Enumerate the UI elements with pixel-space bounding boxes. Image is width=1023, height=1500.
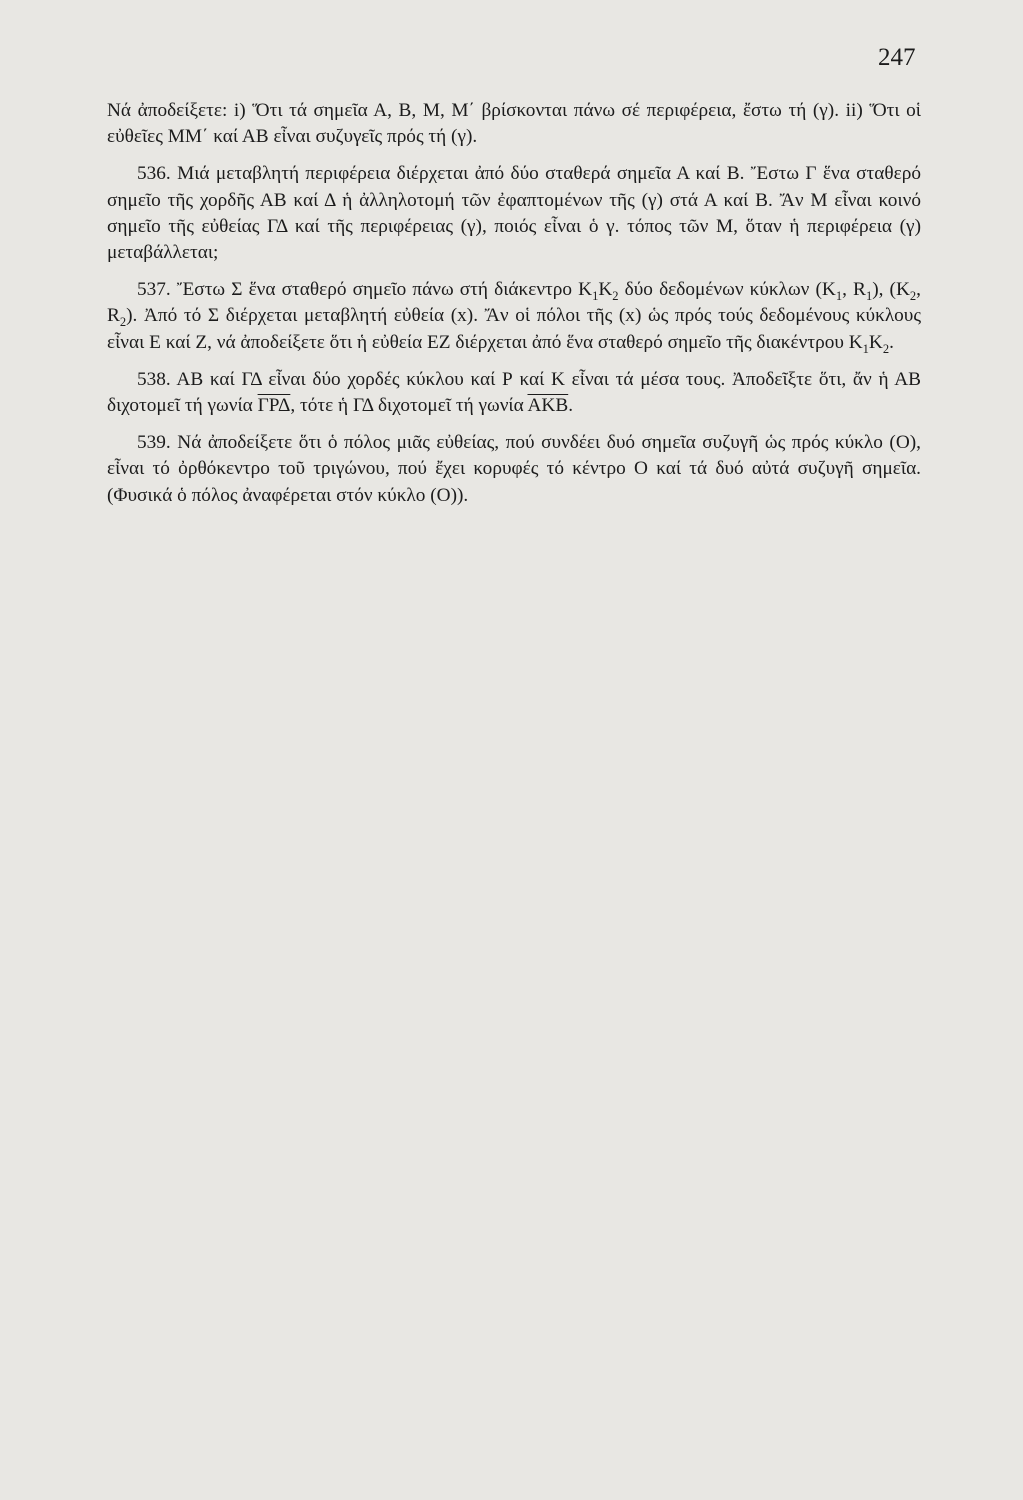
subscript: 1 [592, 289, 599, 304]
subscript: 2 [882, 341, 890, 356]
problem-537-text: Κ [868, 331, 883, 353]
problem-537-text: Κ [598, 279, 613, 301]
problem-536 [107, 161, 921, 266]
problem-537 [107, 277, 921, 356]
subscript: 1 [862, 341, 869, 356]
subscript: 1 [865, 289, 873, 304]
subscript: 2 [909, 289, 917, 304]
problem-537-text: 537. Ἔστω Σ ἕνα σταθερό σημεῖο πάνω στή διάκεντρο Κ [137, 279, 593, 301]
problems-section [107, 98, 921, 520]
problem-539 [107, 430, 921, 509]
subscript: 2 [612, 289, 619, 304]
intro-line-2: ἔστω τή (γ). ii) Ὅτι οἱ εὐθεῖες ΜΜ΄ καί ΑΒ εἶναι συζυγεῖς πρός τή (γ). [107, 100, 921, 148]
subscript: 1 [835, 289, 843, 304]
angle-label: $\overline{\Gamma P\Delta}$ [257, 395, 291, 417]
intro-paragraph [107, 98, 921, 150]
problem-537-text: . [889, 331, 894, 353]
problem-538-text: . [568, 395, 574, 417]
problem-537-text: ), (Κ [872, 279, 910, 301]
problem-537-text: ). Ἀπό τό Σ διέρχεται μεταβλητή εὐθεία (x). Ἄν οἱ πόλοι τῆς (x) ὡς πρός τούς δεδομένους κύκλους εἶναι Ε καί Ζ, νά ἀποδείξετε ὅτι ἡ εὐθεία ΕΖ διέρχεται ἀπό ἕνα σταθερό σημεῖο τῆς διακέντρου Κ [107, 305, 921, 353]
problem-538 [107, 367, 921, 419]
problem-537-text: , R [842, 279, 866, 301]
problem-538-text: 538. ΑΒ καί ΓΔ εἶναι δύο χορδές κύκλου καί Ρ καί Κ εἶναι τά μέσα τους. Ἀποδεῖξτε ὅτι, ἄν ἡ ΑΒ διχοτομεῖ τή γωνία [107, 368, 921, 417]
problem-537-text: , R [107, 279, 921, 327]
angle-label: $\overline{AKB}$ [527, 395, 569, 417]
problem-539-text: 539. Νά ἀποδείξετε ὅτι ὁ πόλος μιᾶς εὐθείας, πού συνδέει δυό σημεῖα συζυγῆ ὡς πρός κύκλο (Ο), εἶναι τό ὀρθόκεντρο τοῦ τριγώνου, πού ἔχει κορυφές τό κέντρο Ο καί τά δυό αὐτά συζυγῆ σημεῖα. (Φυσικά ὁ πόλος ἀναφέρεται στόν κύκλο (Ο)). [107, 432, 921, 506]
problem-538-text: , τότε ἡ ΓΔ διχοτομεῖ τή γωνία [290, 395, 528, 417]
intro-line-1: Νά ἀποδείξετε: i) Ὅτι τά σημεῖα Α, Β, Μ, Μ΄ βρίσκονται πάνω σέ περιφέρεια, [107, 100, 737, 121]
subscript: 2 [119, 315, 127, 330]
problem-537-text: δύο δεδομένων κύκλων (Κ [618, 279, 836, 301]
page-number: 247 [878, 44, 916, 71]
problem-536-text: 536. Μιά μεταβλητή περιφέρεια διέρχεται ἀπό δύο σταθερά σημεῖα Α καί Β. Ἔστω Γ ἕνα σταθερό σημεῖο τῆς χορδῆς ΑΒ καί Δ ἡ ἀλληλοτομή τῶν ἐφαπτομένων τῆς (γ) στά Α καί Β. Ἄν Μ εἶναι κοινό σημεῖο τῆς εὐθείας ΓΔ καί τῆς περιφέρειας (γ), ποιός εἶναι ὁ γ. τόπος τῶν Μ, ὅταν ἡ περιφέρεια (γ) μεταβάλλεται; [107, 163, 921, 264]
